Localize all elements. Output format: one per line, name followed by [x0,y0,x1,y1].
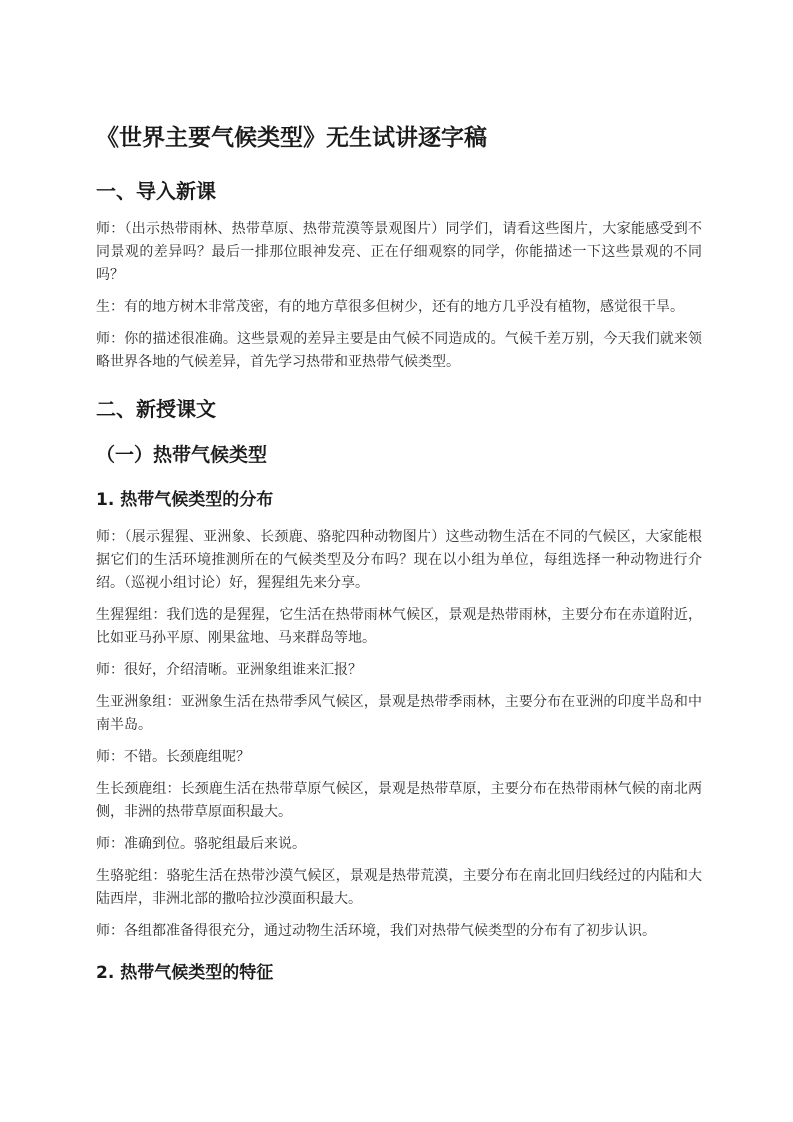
paragraph: 师：很好，介绍清晰。亚洲象组谁来汇报？ [96,662,362,678]
part-heading-characteristics: 2. 热带气候类型的特征 [96,963,274,983]
subsection-heading-tropical: （一）热带气候类型 [96,444,268,466]
section-heading-intro: 一、导入新课 [96,179,216,203]
paragraph: 生长颈鹿组：长颈鹿生活在热带草原气候区，景观是热带草原，主要分布在热带雨林气候的南北两侧，非洲的热带草原面积最大。 [96,781,702,820]
document-title: 《世界主要气候类型》无生试讲逐字稿 [96,125,487,151]
paragraph: 师：不错。长颈鹿组呢？ [96,749,250,765]
paragraph: 师：（展示猩猩、亚洲象、长颈鹿、骆驼四种动物图片）这些动物生活在不同的气候区，大家能根据它们的生活环境推测所在的气候类型及分布吗？现在以小组为单位，每组选择一种动物进行介绍。（巡视小组讨论）好，猩猩组先来分享。 [96,529,702,591]
paragraph: 生骆驼组：骆驼生活在热带沙漠气候区，景观是热带荒漠，主要分布在南北回归线经过的内陆和大陆西岸，非洲北部的撒哈拉沙漠面积最大。 [96,868,702,907]
paragraph: 师：你的描述很准确。这些景观的差异主要是由气候不同造成的。气候千差万别，今天我们就来领略世界各地的气候差异，首先学习热带和亚热带气候类型。 [96,331,702,370]
document-page [96,118,702,999]
paragraph: 师：（出示热带雨林、热带草原、热带荒漠等景观图片）同学们，请看这些图片，大家能感受到不同景观的差异吗？最后一排那位眼神发亮、正在仔细观察的同学，你能描述一下这些景观的不同吗？ [96,221,702,283]
section-heading-new-lesson: 二、新授课文 [96,397,216,421]
paragraph: 生猩猩组：我们选的是猩猩，它生活在热带雨林气候区，景观是热带雨林，主要分布在赤道附近，比如亚马孙平原、刚果盆地、马来群岛等地。 [96,607,702,646]
paragraph: 师：各组都准备得很充分，通过动物生活环境，我们对热带气候类型的分布有了初步认识。 [96,923,656,939]
paragraph: 生亚洲象组：亚洲象生活在热带季风气候区，景观是热带季雨林，主要分布在亚洲的印度半岛和中南半岛。 [96,694,702,733]
paragraph: 生：有的地方树木非常茂密，有的地方草很多但树少，还有的地方几乎没有植物，感觉很干旱。 [96,299,684,315]
paragraph: 师：准确到位。骆驼组最后来说。 [96,836,306,852]
part-heading-distribution: 1. 热带气候类型的分布 [96,490,274,510]
